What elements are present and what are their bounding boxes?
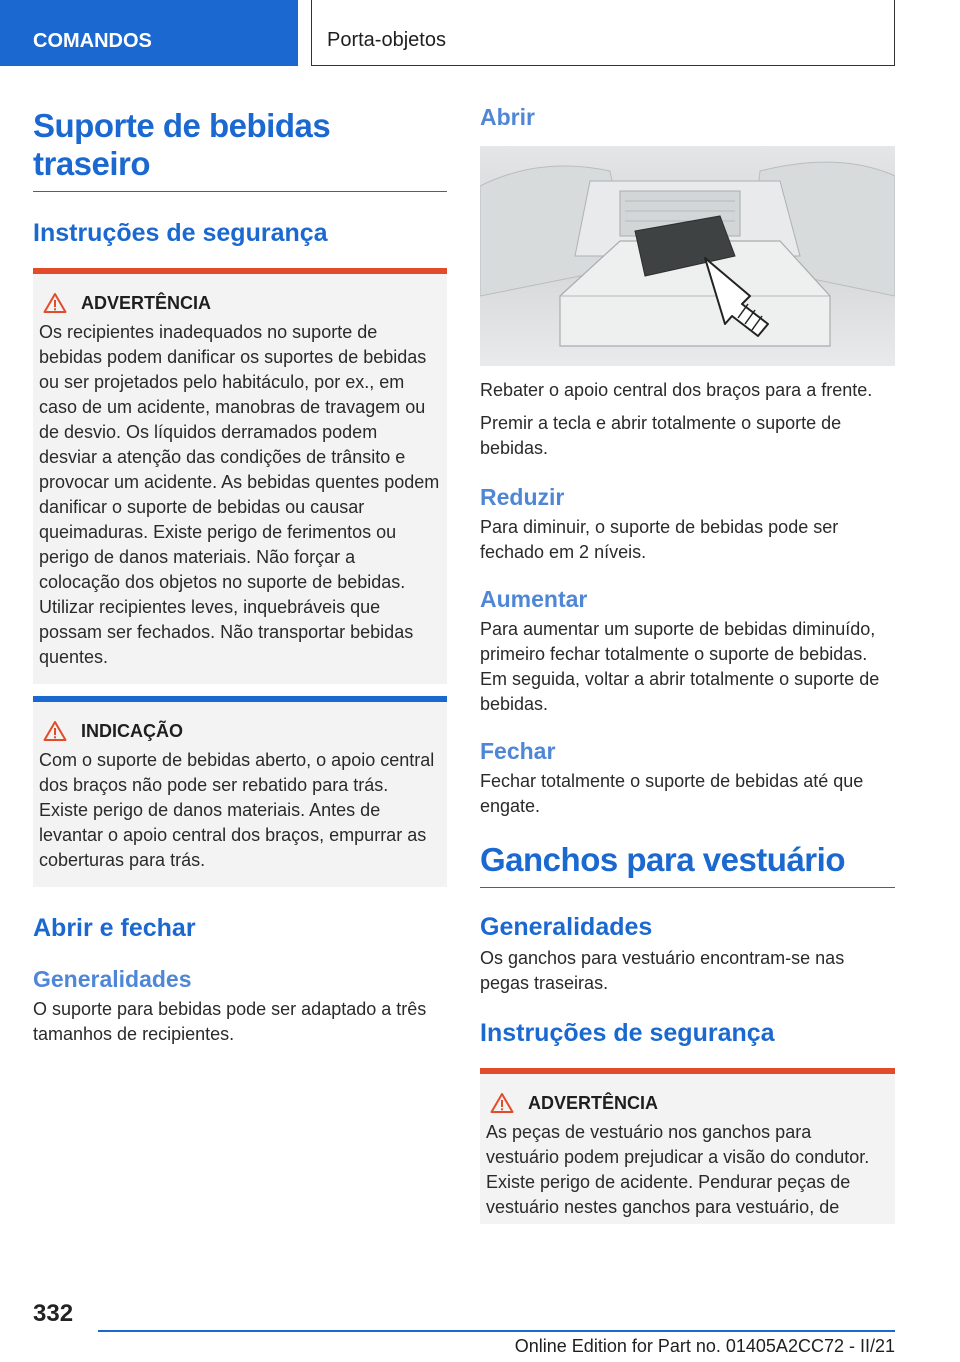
edition-text: Online Edition for Part no. 01405A2CC72 - II/21 (514, 1336, 895, 1356)
close-heading: Fechar (480, 738, 556, 764)
hooks-warning-text: As peças de vestuário nos ganchos para vestuário podem prejudicar a visão do condutor. Existe perigo de acidente. Pendurar peças de vestuário nestes ganchos para vestuário, de (486, 1122, 870, 1217)
hooks-warning-triangle-icon (490, 1092, 514, 1114)
warning-label: ADVERTÊNCIA (81, 292, 212, 313)
hooks-warning-title (486, 1092, 888, 1114)
open-text-1: Rebater o apoio central dos braços para a frente. (480, 380, 873, 400)
page-header (0, 0, 960, 68)
open-text-2: Premir a tecla e abrir totalmente o suporte de bebidas. (480, 413, 842, 458)
safety-heading: Instruções de segurança (33, 219, 328, 247)
armrest-illustration-svg (480, 146, 895, 366)
topic-tab[interactable]: Porta-objetos (311, 0, 895, 66)
warning-title (39, 292, 440, 314)
open-heading: Abrir (480, 104, 535, 130)
general-text: O suporte para bebidas pode ser adaptado a três tamanhos de recipientes. (33, 999, 427, 1044)
hooks-general-heading: Generalidades (480, 913, 653, 941)
warning-triangle-icon (43, 292, 67, 314)
page-title: Suporte de bebidas traseiro (33, 107, 447, 192)
hooks-general-text: Os ganchos para vestuário encontram-se nas pegas traseiras. (480, 948, 845, 993)
hooks-warning-label: ADVERTÊNCIA (528, 1092, 659, 1113)
hooks-title: Ganchos para vestuário (480, 841, 895, 888)
hooks-warning-box (480, 1068, 895, 1224)
increase-heading: Aumentar (480, 586, 588, 612)
section-tab[interactable]: COMANDOS (0, 0, 298, 66)
increase-text: Para aumentar um suporte de bebidas diminuído, primeiro fechar totalmente o suporte de bebidas. Em seguida, voltar a abrir totalmente o suporte de bebidas. (480, 619, 880, 714)
warning-box (33, 268, 447, 684)
close-text: Fechar totalmente o suporte de bebidas até que engate. (480, 771, 864, 816)
open-close-heading: Abrir e fechar (33, 914, 196, 942)
right-column (480, 100, 895, 1224)
notice-label: INDICAÇÃO (81, 720, 183, 741)
notice-box (33, 696, 447, 887)
hooks-safety-heading: Instruções de segurança (480, 1019, 775, 1047)
left-column (33, 100, 447, 1047)
notice-text: Com o suporte de bebidas aberto, o apoio central dos braços não pode ser rebatido para trás. Existe perigo de danos materiais. Antes de levantar o apoio central dos braços, empurrar as coberturas para trás. (39, 750, 435, 870)
reduce-heading: Reduzir (480, 484, 565, 510)
general-heading: Generalidades (33, 966, 192, 992)
reduce-text: Para diminuir, o suporte de bebidas pode ser fechado em 2 níveis. (480, 517, 839, 562)
notice-title (39, 720, 440, 742)
warning-text: Os recipientes inadequados no suporte de bebidas podem danificar os suportes de bebidas ou ser projetados pelo habitáculo, por ex., em caso de um acidente, manobras de travagem ou de desvio. Os líquidos derramados podem desviar a atenção das condições de trânsito e provocar um acidente. As bebidas quentes podem danificar o suporte de bebidas ou causar queimaduras. Existe perigo de ferimentos ou perigo de danos materiais. Não forçar a colocação dos objetos no suporte de bebidas. Utilizar recipientes leves, inquebráveis que possam ser fechados. Não transportar bebidas quentes. (39, 322, 440, 667)
notice-triangle-icon (43, 720, 67, 742)
armrest-cupholder-illustration (480, 146, 895, 366)
footer-divider (98, 1330, 895, 1332)
page-number: 332 (33, 1300, 74, 1327)
